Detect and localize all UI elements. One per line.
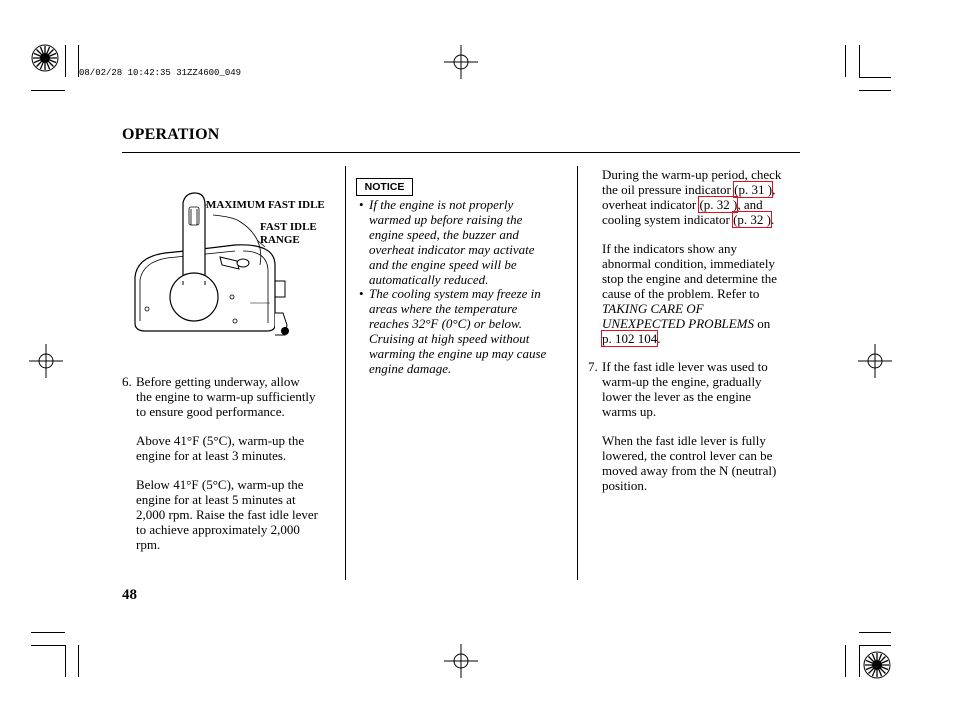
warm-up-below-paragraph: Below 41°F (5°C), warm-up the engine for at least 5 minutes at 2,000 rpm. Raise the fast idle lever to achieve approximately 2,000 rpm. <box>136 477 318 552</box>
page-link-p31[interactable]: (p. 31 ) <box>734 182 773 197</box>
registration-crosshair-icon <box>29 344 63 378</box>
registration-crosshair-icon <box>444 45 478 79</box>
abnormal-indicators-paragraph: If the indicators show any abnormal condition, immediately stop the engine and determine the cause of the problem. Refer to TAKING CARE OF UNEXPECTED PROBLEMS on p. 102 104. <box>602 241 778 346</box>
notice-item-1: If the engine is not properly warmed up before raising the engine speed, the buzzer and overheat indicator may activate and the engine speed will be automatically reduced. <box>369 197 535 287</box>
label-maximum-fast-idle: MAXIMUM FAST IDLE <box>206 199 325 211</box>
column-divider <box>577 166 578 580</box>
page-link-p32-cooling[interactable]: (p. 32 ) <box>733 212 771 227</box>
column-divider <box>345 166 346 580</box>
step-6-paragraph: Before getting underway, allow the engine to warm-up sufficiently to ensure good performance. <box>136 374 316 419</box>
warm-up-above-paragraph: Above 41°F (5°C), warm-up the engine for at least 3 minutes. <box>136 433 305 463</box>
warm-up-indicators-paragraph: During the warm-up period, check the oil pressure indicator (p. 31 ), overheat indicator (p. 32 ), and cooling system indicator (p. 32 ). <box>602 167 782 227</box>
page-number: 48 <box>122 587 137 603</box>
registration-crosshair-icon <box>444 644 478 678</box>
notice-bullet: • <box>359 197 364 212</box>
page-title: OPERATION <box>122 126 220 143</box>
print-stamp: 08/02/28 10:42:35 31ZZ4600_049 <box>79 68 242 78</box>
notice-bullet: • <box>359 286 364 301</box>
step-6-number: 6. <box>122 374 132 389</box>
step-7-paragraph: If the fast idle lever was used to warm-up the engine, gradually lower the lever as the engine warms up. <box>602 359 768 419</box>
notice-badge: NOTICE <box>356 178 413 196</box>
fast-idle-lowered-paragraph: When the fast idle lever is fully lowered, the control lever can be moved away from the N (neutral) position. <box>602 433 777 493</box>
page-link-p102-104[interactable]: p. 102 104 <box>602 331 658 346</box>
registration-sunburst-icon <box>30 43 60 73</box>
step-7-number: 7. <box>588 359 598 374</box>
registration-crosshair-icon <box>858 344 892 378</box>
page-link-p32-overheat[interactable]: (p. 32 ) <box>699 197 738 212</box>
notice-item-2: The cooling system may freeze in areas where the temperature reaches 32°F (0°C) or below. Cruising at high speed without warming the engine up may cause engine damage. <box>369 286 547 376</box>
header-rule <box>122 152 800 153</box>
registration-sunburst-icon <box>862 650 892 680</box>
label-fast-idle-range: FAST IDLE RANGE <box>260 221 317 246</box>
